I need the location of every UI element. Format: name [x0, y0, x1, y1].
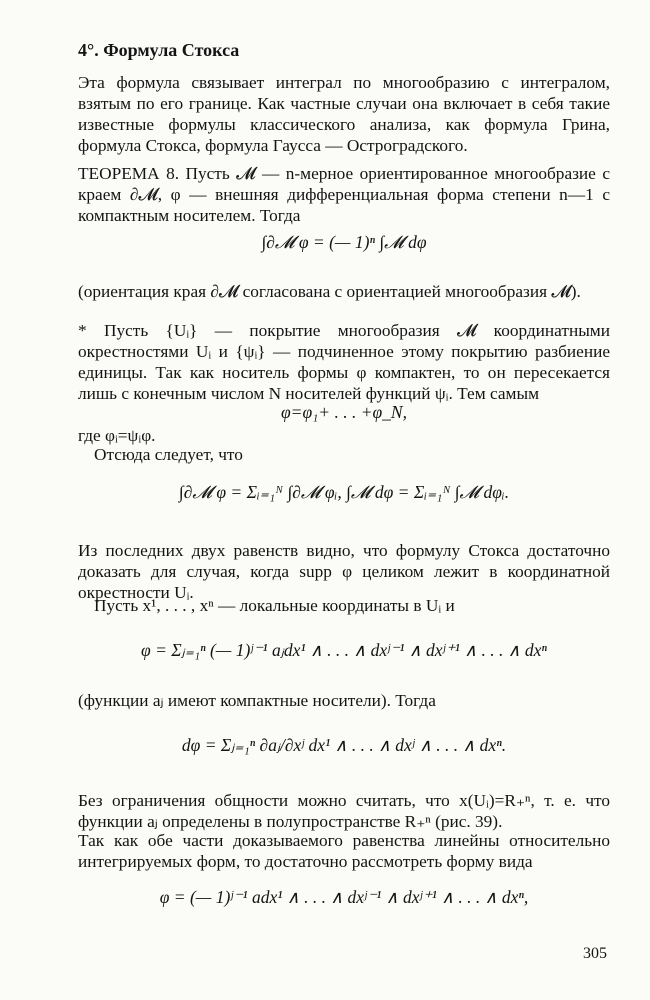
stokes-formula: ∫∂𝓜 φ = (— 1)ⁿ ∫𝓜 dφ [261, 232, 427, 252]
single-form-formula: φ = (— 1)ʲ⁻¹ adx¹ ∧ . . . ∧ dxʲ⁻¹ ∧ dxʲ⁺¹ ∧ . . . ∧ dxⁿ, [159, 887, 529, 907]
local-coordinates-paragraph: Пусть x¹, . . . , xⁿ — локальные координаты в Uᵢ и [94, 596, 455, 615]
form-in-coordinates: φ = Σⱼ₌₁ⁿ (— 1)ʲ⁻¹ aⱼdx¹ ∧ . . . ∧ dxʲ⁻¹ ∧ dxʲ⁺¹ ∧ . . . ∧ dxⁿ [141, 640, 547, 660]
intro-paragraph: Эта формула связывает интеграл по многообразию с интегралом, взятым по его границе. Как частные случаи она включает в себя такие известные формулы классического анализа, как формула Грина, формула Стокса, формула Гаусса — Остроградского. [78, 73, 610, 155]
sufficient-case-paragraph: Из последних двух равенств видно, что формулу Стокса достаточно доказать для случая, когда supp φ целиком лежит в координатной окрестности Uᵢ. [78, 541, 610, 602]
linearity-paragraph: Так как обе части доказываемого равенства линейны относительно интегрируемых форм, то достаточно рассмотреть форму вида [78, 831, 610, 871]
section-heading: 4°. Формула Стокса [78, 40, 240, 60]
proof-start: * Пусть {Uᵢ} — покрытие многообразия 𝓜 координатными окрестностями Uᵢ и {ψᵢ} — подчиненное этому покрытию разбиение единицы. Так как носитель формы φ компактен, то он пересекается лишь с конечным числом N носителей функций ψᵢ. Тем самым [78, 321, 610, 403]
differential-formula: dφ = Σⱼ₌₁ⁿ ∂aⱼ/∂xʲ dx¹ ∧ . . . ∧ dxʲ ∧ . . . ∧ dxⁿ. [181, 735, 507, 755]
theorem-statement: ТЕОРЕМА 8. Пусть 𝓜 — n-мерное ориентированное многообразие с краем ∂𝓜, φ — внешняя дифференциальная форма степени n—1 с компактным носителем. Тогда [78, 164, 610, 225]
orientation-note: (ориентация края ∂𝓜 согласована с ориентацией многообразия 𝓜). [78, 282, 581, 301]
without-loss-paragraph: Без ограничения общности можно считать, что x(Uᵢ)=R₊ⁿ, т. е. что функции aⱼ определены в полупространстве R₊ⁿ (рис. 39). [78, 791, 610, 831]
page-number: 305 [583, 945, 607, 962]
form-decomposition: φ=φ₁+ . . . +φ_N, [281, 402, 407, 422]
where-clause: где φᵢ=ψᵢφ. [78, 426, 156, 445]
compact-support-paragraph: (функции aⱼ имеют компактные носители). Тогда [78, 691, 436, 710]
follows-clause: Отсюда следует, что [94, 445, 243, 464]
sum-equalities: ∫∂𝓜 φ = Σᵢ₌₁ᴺ ∫∂𝓜 φᵢ, ∫𝓜 dφ = Σᵢ₌₁ᴺ ∫𝓜 dφᵢ. [178, 482, 510, 502]
